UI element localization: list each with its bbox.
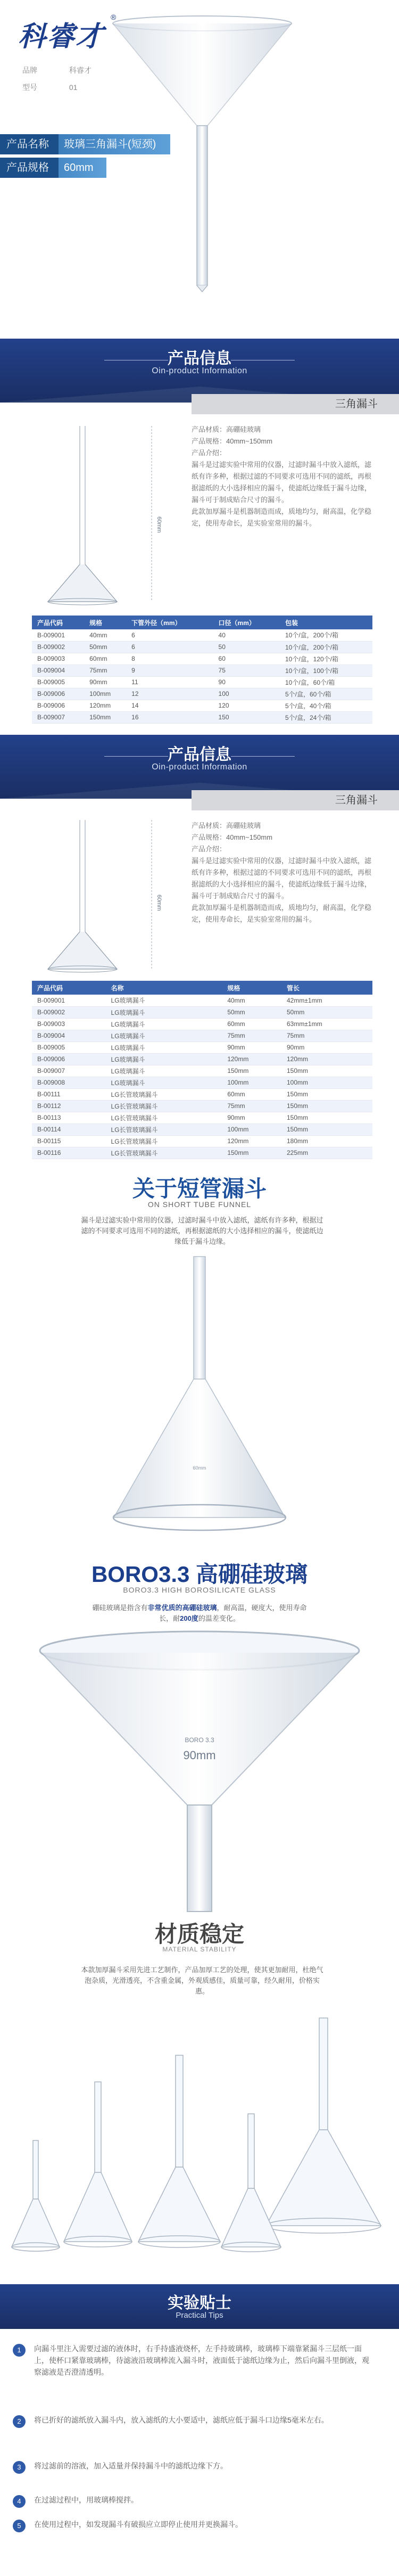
table-cell: B-00112 — [32, 1100, 106, 1112]
funnel-diagram-2 — [0, 815, 192, 980]
table-cell: B-009001 — [32, 995, 106, 1006]
boro-funnel-image — [0, 1629, 399, 1917]
table-cell: LG长管玻璃漏斗 — [106, 1112, 222, 1123]
table-cell: B-009008 — [32, 1077, 106, 1088]
tip-number-icon: 3 — [13, 2461, 26, 2474]
boro-text — [90, 1603, 309, 1624]
table-cell: 10个/盒，120个/箱 — [280, 653, 372, 664]
desc-spec: 产品规格：40mm~150mm — [192, 833, 273, 841]
table-cell: 12 — [126, 688, 213, 700]
table-cell: B-00113 — [32, 1112, 106, 1123]
table-header: 名称 — [106, 981, 222, 995]
table-cell: 5个/盒，40个/箱 — [280, 700, 372, 711]
table-cell: LG玻璃漏斗 — [106, 1030, 222, 1041]
desc-intro-label: 产品介绍： — [192, 449, 227, 457]
info-title-1: 产品信息 — [168, 350, 231, 367]
short-funnel-image — [0, 1246, 399, 1544]
product-spec-label: 产品规格 — [0, 158, 59, 178]
about-text: 漏斗是过滤实验中常用的仪器，过滤时漏斗中放入滤纸，滤纸有许多种，根据过滤的不同要求可选用不同的滤纸，再根据滤纸的大小选择相应的漏斗，使滤纸边缘低于漏斗边缘。 — [81, 1216, 323, 1245]
table-cell: 75mm — [84, 664, 126, 676]
table-cell: 50mm — [222, 1006, 281, 1018]
tips-subtitle: Practical Tips — [176, 2311, 223, 2320]
funnel-diagram-1 — [0, 421, 192, 612]
table-cell: 5个/盒，24个/箱 — [280, 711, 372, 723]
table-cell: B-009004 — [32, 664, 84, 676]
table-cell: 10个/盒，100个/箱 — [280, 664, 372, 676]
table-cell: 150mm — [281, 1088, 372, 1100]
product-description-2 — [192, 820, 378, 925]
table-header: 管长 — [281, 981, 372, 995]
table-cell: LG玻璃漏斗 — [106, 1041, 222, 1053]
product-spec-value: 60mm — [64, 162, 94, 174]
table-cell: 75 — [213, 664, 280, 676]
table-cell: B-00115 — [32, 1135, 106, 1147]
table-cell: 150mm — [281, 1112, 372, 1123]
table-cell: LG玻璃漏斗 — [106, 1053, 222, 1065]
table-cell: 90mm — [222, 1112, 281, 1123]
table-cell: B-009005 — [32, 676, 84, 688]
dimension-label: 60mm — [156, 895, 162, 911]
table-row — [32, 711, 372, 723]
funnel-group-image — [0, 2002, 399, 2279]
table-cell: B-00114 — [32, 1123, 106, 1135]
hero-section — [0, 0, 399, 298]
table-cell: 120mm — [84, 700, 126, 711]
table-cell: 150mm — [222, 1147, 281, 1159]
table-cell: 40 — [213, 629, 280, 641]
table-cell: 225mm — [281, 1147, 372, 1159]
table-cell: 90 — [213, 676, 280, 688]
table-row — [32, 653, 372, 664]
table-cell: B-00116 — [32, 1147, 106, 1159]
boro-size-label: 90mm — [183, 1749, 216, 1762]
table-row — [32, 1135, 372, 1147]
spec-key: 型号 — [22, 83, 37, 92]
table-cell: 75mm — [222, 1030, 281, 1041]
desc-material: 产品材质：高硼硅玻璃 — [192, 425, 261, 433]
table-cell: 8 — [126, 653, 213, 664]
table-row — [32, 641, 372, 653]
stability-subtitle: MATERIAL STABILITY — [162, 1946, 237, 1953]
table-cell: 50mm — [84, 641, 126, 653]
brand-logo: 科睿才 — [18, 20, 105, 53]
table-cell: B-00111 — [32, 1088, 106, 1100]
table-cell: 10个/盒，60个/箱 — [280, 676, 372, 688]
table-cell: LG长管玻璃漏斗 — [106, 1088, 222, 1100]
info-title-2: 产品信息 — [168, 746, 231, 764]
tip-item — [17, 2460, 369, 2472]
about-subtitle: ON SHORT TUBE FUNNEL — [147, 1200, 252, 1209]
table-row — [32, 1100, 372, 1112]
table-cell: B-009002 — [32, 641, 84, 653]
table-row — [32, 1018, 372, 1030]
info-subtitle-2: Oin-product Information — [152, 762, 247, 772]
table-cell: 120mm — [222, 1053, 281, 1065]
about-title: 关于短管漏斗 — [132, 1176, 267, 1201]
boro-text-part: 硼硅玻璃是指含有 — [92, 1604, 148, 1612]
table-cell: B-009007 — [32, 1065, 106, 1077]
table-row — [32, 1030, 372, 1041]
hero-funnel-image — [0, 0, 399, 298]
table-cell: 100 — [213, 688, 280, 700]
table-header: 口径（mm） — [213, 616, 280, 629]
boro-title: BORO3.3 高硼硅玻璃 — [91, 1562, 308, 1587]
tip-text: 将过滤前的溶液，加入适量并保持漏斗中的滤纸边缘下方。 — [34, 2462, 228, 2470]
tip-text: 向漏斗里注入需要过滤的液体时，右手持盛液烧杯，左手持玻璃棒，玻璃棒下端靠紧漏斗三层纸一面上，使杯口紧靠玻璃棒，待滤液沿玻璃棒流入漏斗时，液面低于滤纸边缘为止，然后向漏斗里倒液，观察滤液是否澄清透明。 — [34, 2344, 369, 2376]
table-cell: 40mm — [222, 995, 281, 1006]
table-row — [32, 629, 372, 641]
table-cell: B-009005 — [32, 1041, 106, 1053]
tip-text: 将已折好的滤纸放入漏斗内，放入滤纸的大小要适中，滤纸应低于漏斗口边缘5毫米左右。 — [34, 2416, 329, 2424]
table-row — [32, 1041, 372, 1053]
table-cell: B-009002 — [32, 1006, 106, 1018]
info-subtitle-1: Oin-product Information — [152, 366, 247, 375]
table-row — [32, 1088, 372, 1100]
table-cell: 11 — [126, 676, 213, 688]
table-cell: LG玻璃漏斗 — [106, 1065, 222, 1077]
product-description-1 — [192, 424, 378, 529]
table-cell: 60 — [213, 653, 280, 664]
table-row — [32, 676, 372, 688]
registered-mark: ® — [111, 13, 117, 21]
tip-item — [17, 2343, 369, 2378]
table-cell: 90mm — [222, 1041, 281, 1053]
table-cell: LG玻璃漏斗 — [106, 995, 222, 1006]
dimension-label: 60mm — [156, 516, 162, 533]
spec-table-2 — [32, 981, 372, 1159]
table-header: 规格 — [84, 616, 126, 629]
boro-text-highlight: 200度 — [180, 1614, 198, 1622]
table-cell: B-009001 — [32, 629, 84, 641]
table-cell: 6 — [126, 641, 213, 653]
table-cell: 90mm — [84, 676, 126, 688]
table-row — [32, 1006, 372, 1018]
table-header: 产品代码 — [32, 981, 106, 995]
product-name-value: 玻璃三角漏斗(短颈) — [64, 138, 156, 150]
desc-paragraph: 此款加厚漏斗是机器制造而成，质地均匀，耐高温，化学稳定，使用寿命长，是实验室常用的漏斗。 — [192, 904, 372, 923]
table-cell: LG长管玻璃漏斗 — [106, 1100, 222, 1112]
tip-number-icon: 2 — [13, 2415, 26, 2428]
table-cell: 100mm — [84, 688, 126, 700]
tips-title: 实验贴士 — [168, 2294, 231, 2312]
tip-item — [17, 2518, 369, 2530]
table-cell: LG长管玻璃漏斗 — [106, 1147, 222, 1159]
tip-number-icon: 1 — [13, 2344, 26, 2357]
table-cell: 60mm — [222, 1018, 281, 1030]
table-row — [32, 700, 372, 711]
desc-paragraph: 漏斗是过滤实验中常用的仪器，过滤时漏斗中放入滤纸，滤纸有许多种，根据过滤的不同要求可选用不同的滤纸，再根据滤纸的大小选择相应的漏斗，使滤纸边缘低于漏斗边缘，漏斗可于制成贴合尺寸的漏斗。 — [192, 461, 372, 504]
table-row — [32, 995, 372, 1006]
table-cell: LG玻璃漏斗 — [106, 1018, 222, 1030]
table-cell: LG长管玻璃漏斗 — [106, 1123, 222, 1135]
table-cell: LG长管玻璃漏斗 — [106, 1135, 222, 1147]
table-cell: 100mm — [281, 1077, 372, 1088]
table-cell: 150mm — [222, 1065, 281, 1077]
table-cell: B-009006 — [32, 688, 84, 700]
table-row — [32, 1123, 372, 1135]
table-cell: 10个/盒，200个/箱 — [280, 629, 372, 641]
table-header: 下管外径（mm） — [126, 616, 213, 629]
table-cell: B-009006 — [32, 700, 84, 711]
table-cell: LG玻璃漏斗 — [106, 1077, 222, 1088]
stability-title: 材质稳定 — [154, 1922, 244, 1947]
tip-item — [17, 2414, 369, 2426]
table-cell: 150mm — [281, 1123, 372, 1135]
table-cell: 100mm — [222, 1077, 281, 1088]
funnel-size-label: 60mm — [193, 1465, 206, 1471]
table-cell: 14 — [126, 700, 213, 711]
category-bar-2: 三角漏斗 — [192, 790, 399, 810]
tip-number-icon: 4 — [13, 2495, 26, 2508]
desc-spec: 产品规格：40mm~150mm — [192, 437, 273, 445]
table-cell: 90mm — [281, 1041, 372, 1053]
table-header: 包装 — [280, 616, 372, 629]
table-header: 产品代码 — [32, 616, 84, 629]
table-row — [32, 688, 372, 700]
table-cell: B-009004 — [32, 1030, 106, 1041]
tip-text: 在使用过程中，如发现漏斗有破损应立即停止使用并更换漏斗。 — [34, 2520, 243, 2529]
table-row — [32, 1147, 372, 1159]
table-cell: 60mm — [84, 653, 126, 664]
desc-intro-label: 产品介绍： — [192, 845, 227, 853]
table-cell: 120mm — [281, 1053, 372, 1065]
table-row — [32, 1053, 372, 1065]
table-row — [32, 1065, 372, 1077]
spec-value: 01 — [69, 83, 78, 92]
table-cell: 75mm — [222, 1100, 281, 1112]
stability-text: 本款加厚漏斗采用先进工艺制作，产品加厚工艺的处理，使其更加耐用，杜绝气泡杂质，光滑透亮，不含重金属，外观质感佳，质量可靠，经久耐用，价格实惠。 — [81, 1966, 323, 1995]
spec-key: 品牌 — [22, 66, 37, 75]
table-cell: B-009006 — [32, 1053, 106, 1065]
desc-material: 产品材质：高硼硅玻璃 — [192, 822, 261, 830]
product-name-label: 产品名称 — [0, 134, 59, 154]
table-cell: 120 — [213, 700, 280, 711]
table-cell: 6 — [126, 629, 213, 641]
boro-text-part: ，耐高温，硬度大，使用寿命长，耐 — [159, 1604, 307, 1622]
spec-table-1 — [32, 616, 372, 724]
table-cell: 40mm — [84, 629, 126, 641]
table-cell: 150mm — [281, 1100, 372, 1112]
category-bar-1: 三角漏斗 — [192, 394, 399, 414]
tip-item — [17, 2494, 369, 2506]
table-header: 规格 — [222, 981, 281, 995]
table-cell: 10个/盒，200个/箱 — [280, 641, 372, 653]
table-cell: B-009003 — [32, 1018, 106, 1030]
table-cell: 150mm — [281, 1065, 372, 1077]
table-cell: 75mm — [281, 1030, 372, 1041]
table-cell: 100mm — [222, 1123, 281, 1135]
desc-paragraph: 此款加厚漏斗是机器制造而成，质地均匀，耐高温，化学稳定，使用寿命长，是实验室常用的漏斗。 — [192, 507, 372, 527]
table-cell: 150 — [213, 711, 280, 723]
table-cell: 63mm±1mm — [281, 1018, 372, 1030]
tip-text: 在过滤过程中，用玻璃棒搅拌。 — [34, 2496, 138, 2504]
table-cell: 9 — [126, 664, 213, 676]
table-cell: 50mm — [281, 1006, 372, 1018]
boro-subtitle: BORO3.3 HIGH BOROSILICATE GLASS — [123, 1586, 276, 1594]
table-cell: LG玻璃漏斗 — [106, 1006, 222, 1018]
table-cell: 16 — [126, 711, 213, 723]
table-cell: 120mm — [222, 1135, 281, 1147]
boro-text-part: 的温差变化。 — [198, 1614, 240, 1622]
table-cell: 50 — [213, 641, 280, 653]
boro-text-highlight: 非常优质的高硼硅玻璃 — [147, 1604, 217, 1612]
table-cell: B-009003 — [32, 653, 84, 664]
spec-value: 科睿才 — [69, 66, 92, 75]
table-cell: 60mm — [222, 1088, 281, 1100]
table-row — [32, 1112, 372, 1123]
table-cell: B-009007 — [32, 711, 84, 723]
tip-number-icon: 5 — [13, 2520, 26, 2532]
table-row — [32, 664, 372, 676]
table-cell: 42mm±1mm — [281, 995, 372, 1006]
table-cell: 5个/盒，60个/箱 — [280, 688, 372, 700]
boro-brand-label: BORO 3.3 — [185, 1736, 214, 1744]
table-cell: 180mm — [281, 1135, 372, 1147]
table-cell: 150mm — [84, 711, 126, 723]
table-row — [32, 1077, 372, 1088]
desc-paragraph: 漏斗是过滤实验中常用的仪器，过滤时漏斗中放入滤纸，滤纸有许多种，根据过滤的不同要求可选用不同的滤纸，再根据滤纸的大小选择相应的漏斗，使滤纸边缘低于漏斗边缘，漏斗可于制成贴合尺寸的漏斗。 — [192, 857, 372, 900]
